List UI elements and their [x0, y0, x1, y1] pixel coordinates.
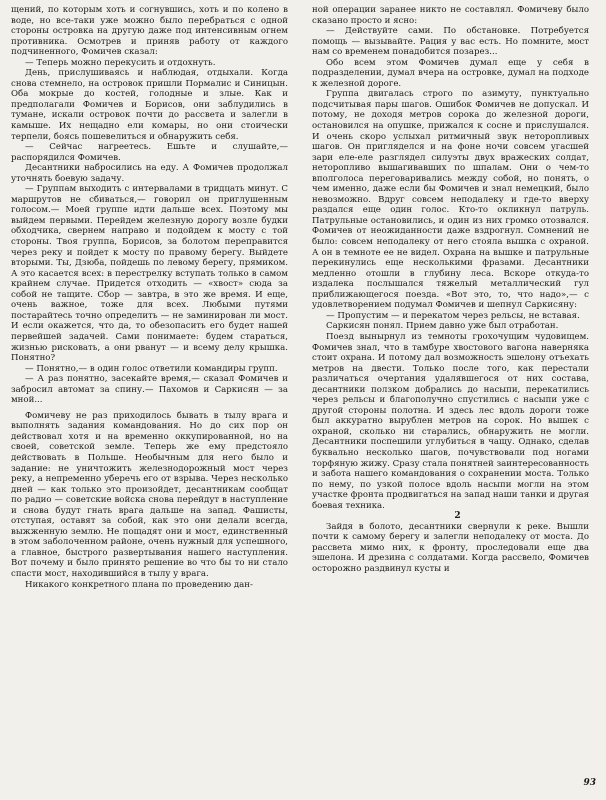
paragraph: ной операции заранее никто не составлял. Фомичеву было сказано просто и ясно:	[312, 5, 589, 26]
paragraph: — Группам выходить с интервалами в тридцать минут. С маршрутов не сбиваться,— говорил он приглушенным голосом.— Моей группе идти дальше всех. Поэтому мы выйдем первыми. Перейдем железную дорогу возле будки обходчика, свернем направо и подойдем к мосту с той стороны. Твоя группа, Борисов, за болотом переправится через реку и пойдет к мосту по правому берегу. Выйдете вторыми. Ты, Дзюба, пойдешь по левому берегу, прямиком. А это касается всех: в перестрелку вступать только в самом крайнем случае. Придется отходить — «хвост» сюда за собой не тащите. Сбор — завтра, в это же время. И еще, очень важное, тоже для всех. Любыми путями постарайтесь точно определить — не заминирован ли мост. И если окажется, что да, то обезопасить его будет нашей первейшей задачей. Сами понимаете: будем стараться, жизнью рисковать, а они рванут — и всему делу крышка. Понятно?	[11, 184, 288, 364]
page-number: 93	[583, 778, 596, 788]
paragraph: Никакого конкретного плана по проведению дан-	[25, 579, 253, 590]
paragraph: Саркисян понял. Прием давно уже был отработан.	[326, 321, 559, 332]
paragraph: Десантники набросились на еду. А Фомичев продолжал уточнять боевую задачу.	[11, 163, 288, 184]
paragraph: Поезд вынырнул из темноты грохочущим чудовищем. Фомичев знал, что в тамбуре хвостового вагона наверняка стоит охрана. И потому дал возможность эшелону отъехать метров на двести. Только после того, как перестали различаться очертания удалявшегося от них состава, десантники ползком добрались до насыпи, перекатились через рельсы и благополучно спустились с насыпи уже с другой стороны полотна. И здесь лес вдоль дороги тоже был аккуратно вырублен метров на сорок. Но вышек с охраной, сколько ни старались, обнаружить не могли. Десантники поспешили углубиться в чащу. Однако, сделав буквально несколько шагов, почувствовали под ногами торфяную жижу. Сразу стала понятней заинтересованность и забота нашего командования о сохранении моста. Только по нему, по узкой полосе вдоль насыпи могли на этом участке фронта продвигаться на запад наши танки и другая боевая техника.	[312, 331, 590, 511]
chapter-number: 2	[454, 511, 461, 522]
paragraph: Группа двигалась строго по азимуту, пунктуально подсчитывая пары шагов. Ошибок Фомичев не допускал. И потому, не доходя метров сорока до железной дороги, остановился на опушке, прижался к сосне и прислушался. И очень скоро услыхал ритмичный звук неторопливых шагов. Он пригляделся и на фоне ночи совсем угасшей зари еле-еле разглядел силуэты двух вражеских солдат, неторопливо вышагивавших по шпалам. Они о чем-то вполголоса переговаривались между собой, но понять, о чем именно, даже если бы Фомичев и знал немецкий, было невозможно. Вдруг совсем неподалеку и где-то вверху раздался еще один голос. Кто-то окликнул патруль. Патрульные остановились, и один из них громко отозвался. Фомичев от неожиданности даже вздрогнул. Сомнений не было: совсем неподалеку от него стояла вышка с охраной. А он в темноте ее не видел. Охрана на вышке и патрульные перекинулись еще несколькими фразами. Десантники медленно отошли в глубину леса. Вскоре откуда-то издалека послышался тяжелый металлический гул приближающегося поезда. «Вот это, то, что надо»,— с удовлетворением подумал Фомичев и шепнул Саркисяну:	[312, 89, 589, 311]
paragraph: — Теперь можно перекусить и отдохнуть.	[25, 57, 216, 68]
paragraph: — Сейчас нагреетесь. Ешьте и слушайте,— распорядился Фомичев.	[11, 142, 288, 163]
paragraph: Фомичеву не раз приходилось бывать в тылу врага и выполнять задания командования. Но до сих пор он действовал хотя и на временно оккупированной, но на своей, советской земле. Теперь же ему предстояло действовать в Польше. Необычным для него было и задание: не уничтожить железнодорожный мост через реку, а непременно уберечь его от взрыва. Через несколько дней — как только это произойдет, десантникам сообщат по радио — советские войска снова перейдут в наступление и снова будут гнать врага дальше на запад. Фашисты, отступая, оставят за собой, как это они делали всегда, выжженную землю. Не пощадят они и мост, единственный в этом заболоченном районе, очень нужный для успешного, а главное, быстрого развертывания нашего наступления. Вот почему и было принято решение во что бы то ни стало спасти мост, находившийся в тылу у врага.	[11, 410, 288, 579]
left-column	[11, 5, 288, 590]
paragraph: Зайдя в болото, десантники свернули к реке. Вышли почти к самому берегу и залегли неподалеку от моста. До рассвета мимо них, к фронту, проследовали еще два эшелона. И дрезина с солдатами. Когда рассвело, Фомичев осторожно раздвинул кусты и	[312, 521, 589, 574]
paragraph: — Пропустим — и перекатом через рельсы, не вставая.	[326, 310, 580, 321]
paragraph: — Понятно,— в один голос ответили командиры групп.	[25, 363, 278, 374]
paragraph: — А раз понятно, засекайте время,— сказал Фомичев и забросил автомат за спину.— Пахомов и Саркисян — за мной...	[11, 374, 288, 406]
right-column	[312, 5, 589, 575]
paragraph: — Действуйте сами. По обстановке. Потребуется помощь — вызывайте. Рация у вас есть. Но помните, мост нам со временем понадобится позарез...	[312, 26, 589, 58]
paragraph: щений, по которым хоть и согнувшись, хоть и по колено в воде, но все-таки уже можно было перебраться с одной стороны островка на другую даже под интенсивным огнем противника. Осмотрев и приняв работу от каждого подчиненного, Фомичев сказал:	[11, 5, 288, 58]
paragraph: Обо всем этом Фомичев думал еще у себя в подразделении, думал вчера на островке, думал на подходе к железной дороге.	[312, 57, 589, 89]
paragraph: День, прислушиваясь и наблюдая, отдыхали. Когда снова стемнело, на островок пришли Пормалис и Синицын. Оба мокрые до костей, голодные и злые. Как и предполагали Фомичев и Борисов, они заблудились в тумане, искали островок почти до рассвета и залегли в камыше. Их нещадно ели комары, но они стоически терпели, боясь пошевелиться и обнаружить себя.	[11, 68, 288, 142]
